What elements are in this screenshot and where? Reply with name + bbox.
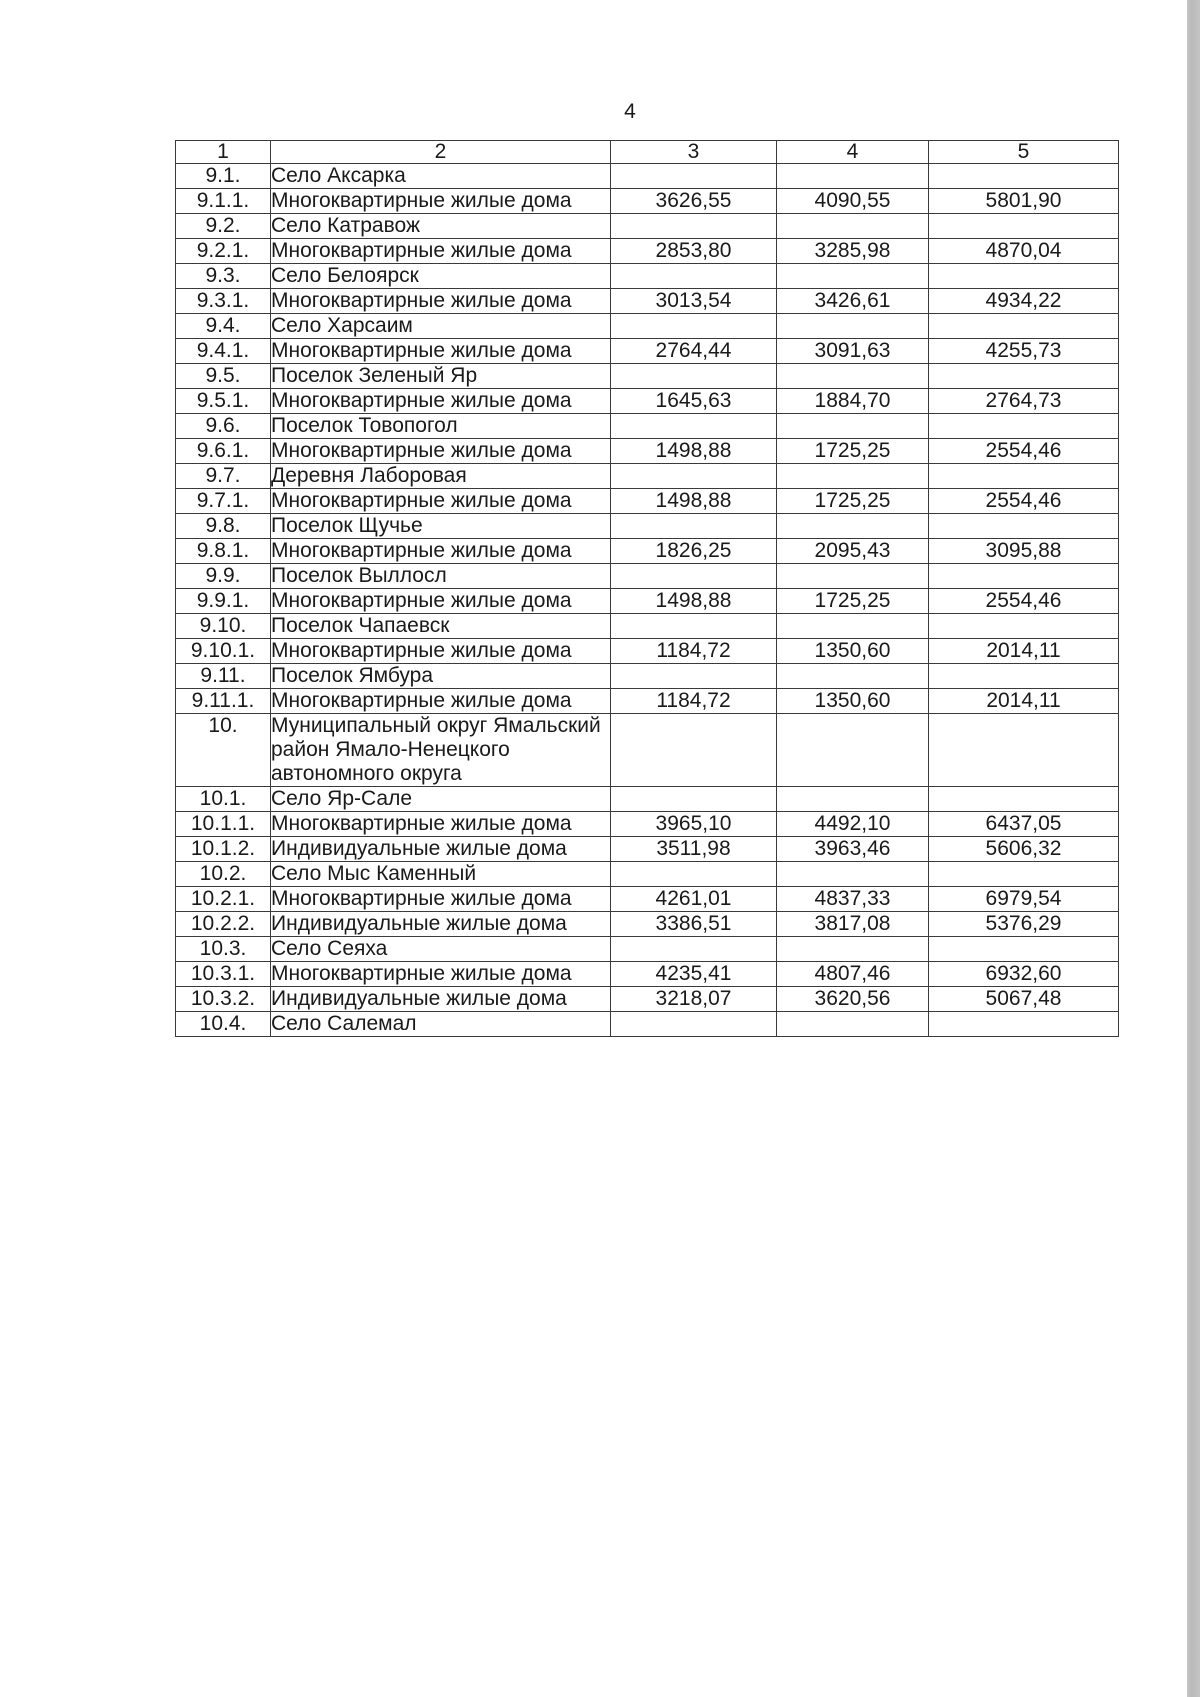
row-name: Многоквартирные жилые дома [271,812,611,837]
table-row [176,339,1119,364]
row-number: 10.2.1. [176,887,271,912]
row-value-col4: 1725,25 [777,489,929,514]
row-value-col3: 2853,80 [611,239,777,264]
row-value-col3: 1184,72 [611,639,777,664]
table-row [176,264,1119,289]
row-value-col5: 2764,73 [929,389,1119,414]
table-row [176,987,1119,1012]
row-value-col5: 3095,88 [929,539,1119,564]
row-value-col5: 5067,48 [929,987,1119,1012]
row-number: 9.9.1. [176,589,271,614]
row-value-col5: 4934,22 [929,289,1119,314]
row-name: Село Мыс Каменный [271,862,611,887]
row-value-col5: 6979,54 [929,887,1119,912]
row-number: 9.5. [176,364,271,389]
row-name: Многоквартирные жилые дома [271,887,611,912]
row-value-col4: 1725,25 [777,439,929,464]
row-name: Индивидуальные жилые дома [271,987,611,1012]
row-value-col4: 4807,46 [777,962,929,987]
row-name: Поселок Зеленый Яр [271,364,611,389]
row-value-col4: 3091,63 [777,339,929,364]
row-number: 10.2.2. [176,912,271,937]
row-value-col3: 1184,72 [611,689,777,714]
row-number: 9.11. [176,664,271,689]
row-value-col4: 3963,46 [777,837,929,862]
row-value-col3 [611,364,777,389]
table-row [176,289,1119,314]
row-name: Село Катравож [271,214,611,239]
row-name: Индивидуальные жилые дома [271,837,611,862]
row-value-col3: 3013,54 [611,289,777,314]
row-number: 9.5.1. [176,389,271,414]
table-row [176,239,1119,264]
table-row [176,812,1119,837]
row-name: Многоквартирные жилые дома [271,239,611,264]
row-name: Село Белоярск [271,264,611,289]
row-number: 9.2. [176,214,271,239]
row-value-col5 [929,164,1119,189]
row-value-col4: 3620,56 [777,987,929,1012]
row-number: 10.1.2. [176,837,271,862]
row-value-col5: 6437,05 [929,812,1119,837]
table-header-row [176,141,1119,164]
row-value-col3 [611,214,777,239]
row-value-col3 [611,314,777,339]
row-number: 9.1.1. [176,189,271,214]
row-name: Муниципальный округ Ямальский район Ямало-Ненецкого автономного округа [271,714,611,787]
row-value-col4 [777,1012,929,1037]
row-name: Село Аксарка [271,164,611,189]
table-row [176,389,1119,414]
row-number: 9.4.1. [176,339,271,364]
header-col-3: 3 [611,141,777,164]
row-name: Поселок Чапаевск [271,614,611,639]
row-value-col5: 5801,90 [929,189,1119,214]
row-value-col3: 4261,01 [611,887,777,912]
row-value-col3: 1498,88 [611,439,777,464]
row-name: Многоквартирные жилые дома [271,539,611,564]
table-row [176,787,1119,812]
table-row [176,164,1119,189]
row-value-col3 [611,414,777,439]
row-name: Поселок Выллосл [271,564,611,589]
row-number: 9.3.1. [176,289,271,314]
row-value-col3 [611,862,777,887]
table-row [176,589,1119,614]
row-value-col4: 4492,10 [777,812,929,837]
row-name: Поселок Щучье [271,514,611,539]
row-value-col3 [611,664,777,689]
row-value-col4: 3426,61 [777,289,929,314]
row-value-col4 [777,214,929,239]
table-row [176,539,1119,564]
row-number: 10.1.1. [176,812,271,837]
row-value-col5: 2014,11 [929,689,1119,714]
row-value-col5 [929,614,1119,639]
table-row [176,314,1119,339]
table-row [176,689,1119,714]
row-value-col5: 5606,32 [929,837,1119,862]
row-name: Село Яр-Сале [271,787,611,812]
row-value-col5: 4255,73 [929,339,1119,364]
row-number: 10.4. [176,1012,271,1037]
table-row [176,564,1119,589]
row-name: Многоквартирные жилые дома [271,962,611,987]
header-col-1: 1 [176,141,271,164]
row-value-col3: 2764,44 [611,339,777,364]
row-number: 10.1. [176,787,271,812]
row-value-col3 [611,1012,777,1037]
row-value-col3 [611,787,777,812]
row-value-col4: 2095,43 [777,539,929,564]
row-value-col4 [777,664,929,689]
row-value-col4 [777,514,929,539]
row-value-col5 [929,364,1119,389]
row-value-col4 [777,364,929,389]
table-row [176,937,1119,962]
row-value-col4 [777,862,929,887]
row-number: 10.3. [176,937,271,962]
row-name: Деревня Лаборовая [271,464,611,489]
row-value-col3: 3965,10 [611,812,777,837]
table-row [176,189,1119,214]
row-name: Индивидуальные жилые дома [271,912,611,937]
table-row [176,364,1119,389]
table-row [176,614,1119,639]
row-value-col5 [929,937,1119,962]
row-value-col3: 1498,88 [611,589,777,614]
row-value-col3 [611,464,777,489]
row-name: Многоквартирные жилые дома [271,439,611,464]
row-value-col4: 4090,55 [777,189,929,214]
table-row [176,439,1119,464]
table-row [176,837,1119,862]
row-number: 10.3.2. [176,987,271,1012]
row-value-col5 [929,787,1119,812]
row-name: Многоквартирные жилые дома [271,639,611,664]
row-value-col5 [929,414,1119,439]
row-value-col4 [777,614,929,639]
row-value-col5 [929,464,1119,489]
row-number: 9.10.1. [176,639,271,664]
row-value-col5: 2014,11 [929,639,1119,664]
row-name: Многоквартирные жилые дома [271,289,611,314]
row-value-col4: 1884,70 [777,389,929,414]
table-row [176,489,1119,514]
row-value-col4 [777,414,929,439]
row-name: Многоквартирные жилые дома [271,589,611,614]
row-value-col5 [929,314,1119,339]
row-number: 9.1. [176,164,271,189]
row-value-col3 [611,514,777,539]
row-value-col5 [929,214,1119,239]
row-number: 9.8.1. [176,539,271,564]
row-value-col5 [929,714,1119,787]
row-value-col5 [929,664,1119,689]
row-value-col4 [777,314,929,339]
row-value-col4: 4837,33 [777,887,929,912]
row-name: Село Сеяха [271,937,611,962]
row-value-col3: 4235,41 [611,962,777,987]
row-value-col4: 3817,08 [777,912,929,937]
row-value-col5 [929,1012,1119,1037]
row-value-col4 [777,564,929,589]
row-name: Многоквартирные жилые дома [271,489,611,514]
table-row [176,414,1119,439]
row-value-col3: 1498,88 [611,489,777,514]
page-number: 4 [624,100,636,123]
row-value-col5: 6932,60 [929,962,1119,987]
row-value-col3 [611,614,777,639]
row-value-col4 [777,787,929,812]
table-row [176,464,1119,489]
table-row [176,639,1119,664]
row-value-col3: 1645,63 [611,389,777,414]
cost-table-body [176,141,1119,1037]
row-number: 9.7.1. [176,489,271,514]
row-value-col4: 1350,60 [777,689,929,714]
row-number: 10. [176,714,271,787]
row-number: 9.7. [176,464,271,489]
row-value-col3: 3626,55 [611,189,777,214]
row-name: Село Харсаим [271,314,611,339]
row-value-col3: 3511,98 [611,837,777,862]
row-name: Многоквартирные жилые дома [271,189,611,214]
row-value-col4 [777,937,929,962]
table-row [176,664,1119,689]
row-value-col3 [611,937,777,962]
row-name: Село Салемал [271,1012,611,1037]
table-row [176,714,1119,787]
row-value-col4: 1350,60 [777,639,929,664]
row-value-col3 [611,264,777,289]
row-name: Многоквартирные жилые дома [271,389,611,414]
row-value-col3 [611,564,777,589]
row-value-col5 [929,862,1119,887]
row-value-col4: 1725,25 [777,589,929,614]
row-value-col5: 2554,46 [929,489,1119,514]
row-value-col4 [777,464,929,489]
cost-table [175,140,1119,1037]
row-value-col4 [777,264,929,289]
row-value-col4 [777,164,929,189]
row-number: 9.9. [176,564,271,589]
table-row [176,962,1119,987]
row-value-col5 [929,514,1119,539]
row-number: 10.2. [176,862,271,887]
header-col-5: 5 [929,141,1119,164]
row-value-col4 [777,714,929,787]
row-number: 9.4. [176,314,271,339]
row-name: Поселок Ямбура [271,664,611,689]
row-name: Многоквартирные жилые дома [271,689,611,714]
row-number: 10.3.1. [176,962,271,987]
table-row [176,912,1119,937]
table-row [176,214,1119,239]
header-col-4: 4 [777,141,929,164]
row-number: 9.3. [176,264,271,289]
row-value-col5: 5376,29 [929,912,1119,937]
row-value-col4: 3285,98 [777,239,929,264]
row-value-col3: 3386,51 [611,912,777,937]
row-value-col3 [611,164,777,189]
row-number: 9.10. [176,614,271,639]
row-value-col3 [611,714,777,787]
row-value-col3: 3218,07 [611,987,777,1012]
table-row [176,887,1119,912]
row-name: Поселок Товопогол [271,414,611,439]
row-value-col5: 2554,46 [929,439,1119,464]
scan-page-edge [1187,0,1200,1697]
row-name: Многоквартирные жилые дома [271,339,611,364]
row-number: 9.6. [176,414,271,439]
table-row [176,862,1119,887]
row-number: 9.11.1. [176,689,271,714]
row-number: 9.2.1. [176,239,271,264]
row-value-col3: 1826,25 [611,539,777,564]
row-value-col5: 2554,46 [929,589,1119,614]
row-value-col5 [929,264,1119,289]
header-col-2: 2 [271,141,611,164]
row-number: 9.8. [176,514,271,539]
row-value-col5 [929,564,1119,589]
table-row [176,514,1119,539]
row-value-col5: 4870,04 [929,239,1119,264]
table-row [176,1012,1119,1037]
row-number: 9.6.1. [176,439,271,464]
